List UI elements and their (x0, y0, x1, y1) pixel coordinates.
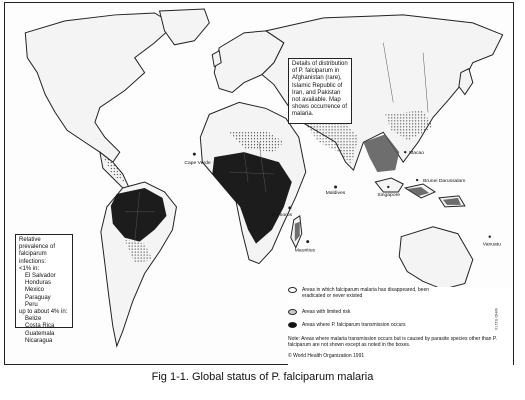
comoros-label: Comoros (271, 212, 293, 218)
brunei-label: Brunei Darussalam (423, 179, 466, 185)
cape-verde-label: Cape Verde (184, 161, 211, 167)
maldives-marker (334, 185, 337, 188)
legend-free-text: Areas in which falciparum malaria has disappeared, been eradicated or never existed (302, 287, 430, 299)
copyright: © World Health Organization 1991 (288, 353, 365, 359)
legend-transmission-swatch (288, 322, 297, 328)
risk-indonesia (407, 187, 461, 205)
singapore-marker (387, 186, 389, 188)
prevalence-box (15, 234, 73, 344)
prevalence-country: Paraguay (25, 294, 51, 301)
prevalence-country: Mexico (25, 287, 45, 294)
australia (399, 227, 473, 290)
prevalence-country: Costa Rica (25, 323, 55, 330)
vanuatu-marker (489, 236, 491, 238)
prevalence-title: Relative prevalence of falciparum infections: (19, 237, 56, 265)
prevalence-country: Honduras (25, 280, 52, 287)
north-america (25, 13, 174, 162)
vanuatu-label: Vanuatu (482, 242, 501, 248)
prevalence-country: Belize (25, 316, 42, 323)
map-legend (288, 287, 513, 365)
comoros-marker (288, 206, 291, 209)
macao-marker (404, 151, 406, 153)
greenland (160, 9, 210, 45)
legend-transmission-row (288, 322, 468, 328)
prevalence-country: Nicaragua (25, 337, 53, 344)
maldives-label: Maldives (325, 190, 346, 196)
legend-free-row (288, 287, 438, 299)
mauritius-marker (306, 240, 309, 243)
figure-caption: Fig 1-1. Global status of P. falciparum malaria (151, 371, 374, 383)
japan (459, 69, 473, 95)
mauritius-label: Mauritius (294, 248, 315, 254)
prevalence-country: El Salvador (25, 273, 56, 280)
prevalence-group1-label: <1% in: (19, 265, 40, 272)
side-code: WHO 91174 (494, 308, 499, 330)
iran-note-box (288, 58, 352, 124)
prevalence-group2-label: up to about 4% in: (19, 309, 68, 316)
macao-label: Macao (409, 151, 425, 157)
map-frame (4, 2, 514, 365)
prevalence-country: Peru (25, 301, 38, 308)
legend-limited-text: Areas with limited risk (302, 309, 351, 315)
legend-transmission-text: Areas where P. falciparum transmission occurs (302, 322, 406, 328)
iran-note-text: Details of distribution of P. falciparum in Afghanistan (rare), Islamic Republic of Iran, and Pakistan not available. Map shows occurrence of malaria. (292, 61, 348, 118)
brunei-marker (416, 179, 418, 181)
cape-verde-marker (193, 153, 196, 156)
legend-free-swatch (288, 287, 297, 293)
legend-limited-row (288, 309, 438, 315)
singapore-label: Singapore (377, 192, 401, 198)
prevalence-country: Guatemala (25, 330, 55, 337)
legend-limited-swatch (288, 309, 297, 315)
legend-note: Note: Areas where malaria transmission occurs but is caused by parasite species other than P. falciparum are not shown except as noted in the boxes. (288, 336, 497, 348)
